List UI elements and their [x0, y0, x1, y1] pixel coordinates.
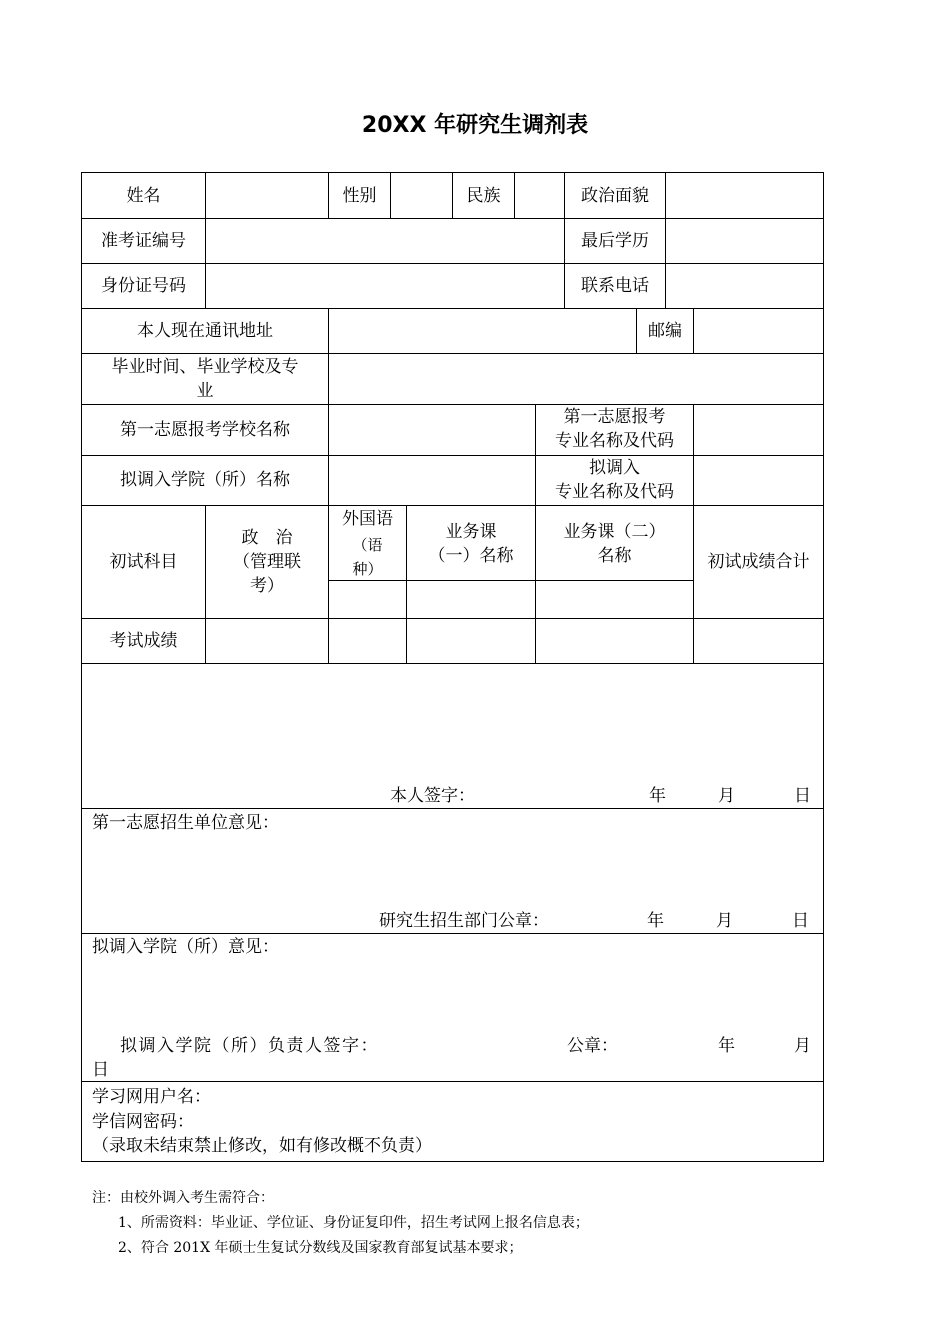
college-sign-label: 拟调入学院（所）负责人签字： — [120, 1036, 379, 1056]
label-transfer-major-line1: 拟调入 — [589, 458, 640, 478]
label-course1-line2: （一）名称 — [428, 546, 514, 566]
label-postcode: 邮编 — [648, 321, 682, 341]
modification-warning: （录取未结束禁止修改，如有修改概不负责） — [92, 1136, 432, 1156]
college-opinion-label: 拟调入学院（所）意见： — [92, 937, 279, 957]
xuexi-username-label: 学习网用户名： — [92, 1087, 211, 1107]
college-sign-year: 年 — [718, 1036, 735, 1056]
label-course2-line1: 业务课（二） — [563, 522, 666, 542]
self-sign-label: 本人签字： — [390, 786, 475, 806]
label-scores: 考试成绩 — [109, 631, 178, 651]
label-first-major-line2: 专业名称及代码 — [555, 431, 674, 451]
label-course2-line2: 名称 — [597, 546, 632, 566]
label-politics-line3: 考） — [250, 576, 284, 596]
label-address: 本人现在通讯地址 — [137, 321, 273, 341]
dept-seal-day: 日 — [792, 911, 809, 931]
self-sign-month: 月 — [718, 786, 735, 806]
label-political-status: 政治面貌 — [581, 186, 649, 206]
notes-heading: 注：由校外调入考生需符合： — [92, 1190, 274, 1206]
label-exam-id: 准考证编号 — [101, 231, 186, 251]
label-education: 最后学历 — [581, 231, 649, 251]
label-transfer-major-line2: 专业名称及代码 — [555, 482, 674, 502]
college-sign-day: 日 — [92, 1060, 109, 1080]
self-sign-year: 年 — [649, 786, 666, 806]
label-graduation-line1: 毕业时间、毕业学校及专 — [111, 357, 299, 377]
label-transfer-college: 拟调入学院（所）名称 — [120, 470, 290, 490]
label-gender: 性别 — [342, 186, 377, 206]
notes-block — [92, 1186, 589, 1261]
label-first-major-line1: 第一志愿报考 — [563, 407, 666, 427]
label-politics-line1: 政 治 — [241, 528, 293, 548]
label-politics-line2: （管理联 — [233, 552, 301, 572]
dept-seal-year: 年 — [647, 911, 664, 931]
label-phone: 联系电话 — [581, 276, 649, 296]
xuexin-password-label: 学信网密码： — [92, 1112, 194, 1132]
page-title: 20XX 年研究生调剂表 — [361, 113, 589, 138]
notes-item-2: 2、符合 201X 年硕士生复试分数线及国家教育部复试基本要求； — [118, 1240, 523, 1256]
label-foreign-line3: 种） — [352, 560, 383, 578]
dept-seal-label: 研究生招生部门公章： — [379, 911, 549, 931]
label-foreign-line2: （语 — [352, 536, 383, 554]
label-name: 姓名 — [126, 186, 161, 206]
dept-seal-month: 月 — [716, 911, 733, 931]
self-sign-day: 日 — [794, 786, 811, 806]
label-subjects: 初试科目 — [109, 552, 178, 572]
label-first-school: 第一志愿报考学校名称 — [120, 420, 290, 440]
notes-item-1: 1、所需资料：毕业证、学位证、身份证复印件，招生考试网上报名信息表； — [118, 1215, 589, 1231]
label-id-number: 身份证号码 — [101, 276, 186, 296]
label-foreign-line1: 外国语 — [342, 509, 393, 529]
label-total: 初试成绩合计 — [707, 552, 810, 572]
first-unit-opinion-label: 第一志愿招生单位意见： — [92, 813, 279, 833]
label-ethnicity: 民族 — [466, 186, 501, 206]
label-graduation-line2: 业 — [196, 381, 214, 401]
college-seal-label: 公章： — [567, 1036, 618, 1056]
college-sign-month: 月 — [794, 1036, 811, 1056]
label-course1-line1: 业务课 — [445, 522, 497, 542]
